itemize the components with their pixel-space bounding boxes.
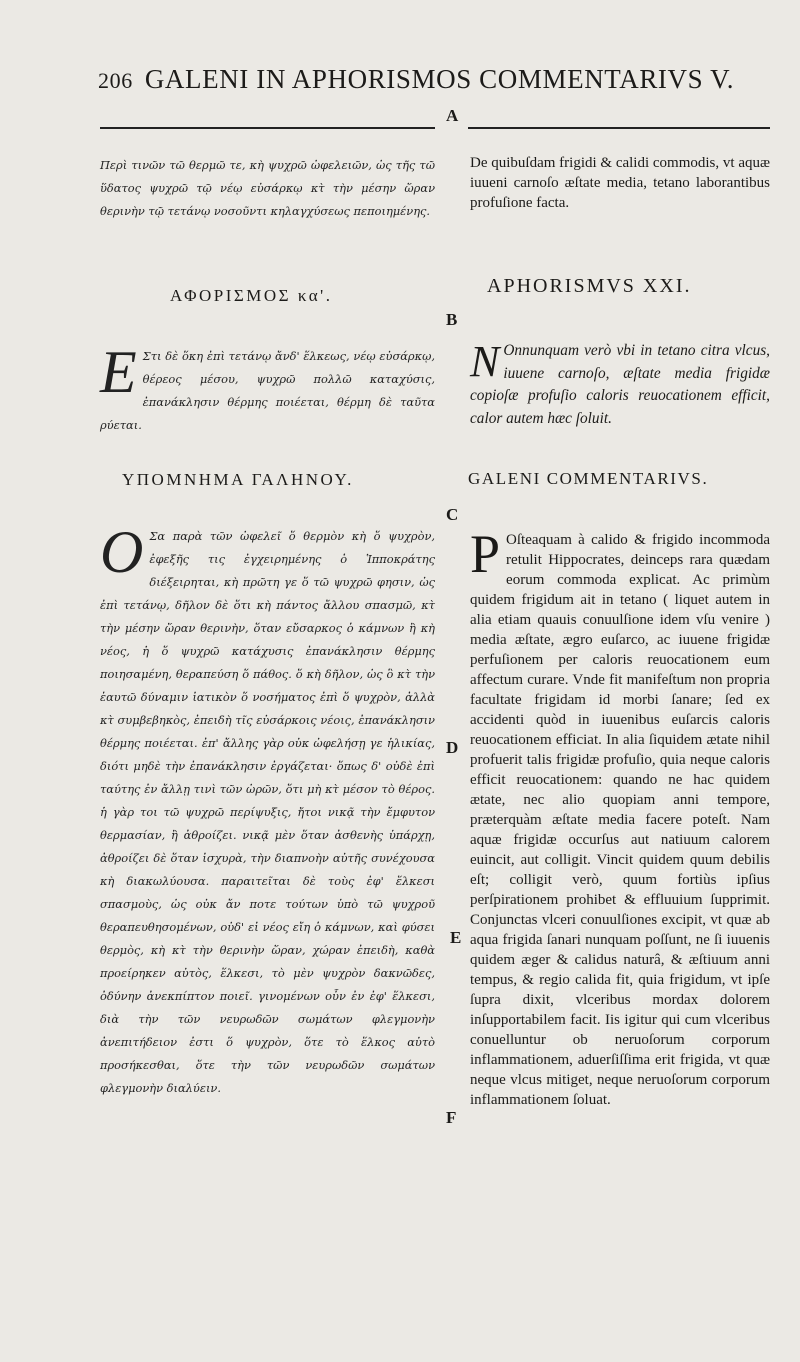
commentary-greek-text: Σα παρὰ τῶν ὠφελεῖ ὅ θερμὸν κὴ ὅ ψυχρὸν, ἐφεξῆς τις ἐγχειρημένης ὁ Ἱπποκράτης διέξειρηται, κὴ πρῶτη γε ὅ τῶ ψυχρῶ φησιν, ὡς ἐπὶ τετάνῳ, δῆλον δὲ ὅτι κὴ πάντος ἄλλου σπασμῶ, κτ̀ τὴν μέσην ὥραν θερινὴν, ὅταν εὔσαρκος ὁ κάμνων ἢ κὴ νέος, ἡ ὅ ψυχρῶ κατάχυσις ἐπανάκλησιν θέρμης ποιησαμένη, θεραπεύση ὅ πάθος. ὅ κὴ δῆλον, ὡς ὃ κτ̀ τὴν ἑαυτῶ δύναμιν ἰατικὸν ὅ νοσήματος ἐπὶ ὅ ψυχρὸν, ἀλλὰ κτ̀ συμβεβηκὸς, ἐπειδὴ τῖς εὐσάρκοις νέοις, ἐπανάκλησιν θέρμης ποιέεται. ἐπ' ἄλλης γὰρ οὐκ ὠφελήσῃ γε ἡλικίας, διότι μηδὲ τὴν ἐπανάκλησιν ἐργάζεται· ὅπως δ' οὐδὲ ἐπὶ ταύτης ἐν ἄλλῃ τινὶ τῶν ὡρῶν, ὅτι μὴ κτ̀ μέσον τὸ θέρος. ἡ γὰρ τοι τῶ ψυχρῶ περίψυξις, ἤτοι νικᾷ τὴν ἔμφυτον θερμασίαν, ἢ ἀθροίζει. νικᾷ μὲν ὅταν ἀσθενὴς ὑπάρχῃ, ἀθροίζει δὲ ὅταν ἰσχυρὰ, τὴν διαπνοὴν αὐτῆς συνέχουσα κὴ διακωλύουσα. παραιτεῖται δὲ τοὺς ἐφ' ἕλκεσι σπασμοὺς, ὡς οὐκ ἄν ποτε τούτων ὑπὸ τῶ ψυχροῦ θεραπευθησομένων, οὐδ' εἰ νέος εἴη ὁ κάμνων, καὶ φύσει θερμὸς, κὴ κτ̀ τὴν θερινὴν ὥραν, χώραν ἐπειδὴ, καθὰ προείρηκεν αὐτὸς, ἕλκεσι, τὸ μὲν ψυχρὸν δακνῶδες, ὀδύνην ἀνεκπίπτον ποιεῖ. γινομένων οὖν ἐν ἐφ' ἕλκεσι, διὰ τὴν τῶν νευρωδῶν σωμάτων φλεγμονὴν ἀνεπιτήδειον ἐστι ὅ ψυχρὸν, ὅτε τὸ ἕλκος αὐτὸ προσήκεσθαι, ὅτε τὴν τῶν νευρωδῶν σωμάτων φλεγμονὴν διαλύειν. <box>100 529 435 1095</box>
aphorism-latin-text: Onnunquam verò vbi in tetano citra vlcus, iuuene carnoſo, æſtate media frigidæ copioſæ profuſio caloris reuocationem efficit, calor autem hæc ſoluit. <box>470 342 770 427</box>
running-header <box>98 64 738 95</box>
margin-marker-b: B <box>446 310 458 329</box>
commentary-latin <box>470 524 770 1108</box>
margin-marker-f: F <box>446 1108 457 1127</box>
commentary-heading-greek: ΥΠΟΜΝΗΜΑ ΓΑΛΗΝΟΥ. <box>122 470 354 489</box>
margin-marker-d: D <box>446 738 459 757</box>
aphorism-latin-initial: N <box>470 337 500 386</box>
margin-marker-c: C <box>446 505 459 524</box>
column-rule-right <box>468 127 770 129</box>
page-number: 206 <box>98 68 133 93</box>
column-rule-left <box>100 127 435 129</box>
commentary-latin-text: Oſteaquam à calido & frigido incommoda retulit Hippocrates, deinceps rara quædam eorum commoda explicat. Ac primùm quidem frigidum ait in tetano ( liquet autem in alia etiam quauis conuulſione idem vſu venire ) media æſtate, ægro euſarco, ac iuuene frigidæ perfuſionem per caloris reuocationem eum affectum curare. Vnde fit manifeſtum non propria facultate frigidam id morbi ſanare; ſed ex accidenti quòd in iuuenibus euſarcis caloris reuocationem efficiat. In alia ſiquidem ætate nihil profuerit talis frigidæ profuſio, quia neque caloris efficit reuocationem: quando ne hac quidem ætate, nec alio quopiam anni tempore, præterquàm æſtate media facere poteſt. Nam aquæ frigidæ occurſus aut natiuum calorem euincit, aut colligit. Vincit quidem quum debilis eſt; colligit verò, quum fortiùs ipſius perſpirationem prohibet & effluuium ſupprimit. Conjunctas vlceri conuulſiones excipit, vt quæ ab aqua frigida ſanari nunquam poſſunt, ne ſi iuuenis quidem æger & calidus naturâ, & æſtiuum anni tempus, & regio calida fit, quia frigidum, vt ipſe ſupra dixit, vlceribus mordax dolorem inſupportabilem facit. Iis igitur qui cum vlceribus conuelluntur ob neruoſorum corporum inflammationem, aduerſiſſima erit frigida, vt quæ neque vlcus mitiget, neque neruoſorum corporum inflammationem ſoluat. <box>470 532 770 1108</box>
summary-latin: De quibuſdam frigidi & calidi commodis, vt aquæ iuueni carnoſo æſtate media, tetano laborantibus profuſione facta. <box>470 155 770 211</box>
commentary-latin-initial: P <box>470 524 501 584</box>
margin-marker-a: A <box>446 106 459 125</box>
aphorism-greek-initial: Ε <box>100 339 137 405</box>
commentary-heading-latin: GALENI COMMENTARIVS. <box>468 469 709 488</box>
summary-greek: Περὶ τινῶν τῶ θερμῶ τε, κὴ ψυχρῶ ὠφελειῶν, ὡς τῆς τῶ ὕδατος ψυχρῶ τῷ νέῳ εὐσάρκῳ κτ̀ τὴν μέσην ὥραν θερινὴν τῷ τετάνῳ νοσοῦντι κηλαγχύσεως πεποιημένης. <box>100 158 435 218</box>
aphorism-greek-text: Στι δὲ ὅκη ἐπὶ τετάνῳ ἄνδ' ἕλκεως, νέῳ εὐσάρκῳ, θέρεος μέσου, ψυχρῶ πολλῶ καταχύσις, ἐπανάκλησιν θέρμης ποιέεται, θέρμη δὲ ταῦτα ρύεται. <box>100 349 435 432</box>
commentary-greek <box>100 519 435 1095</box>
aphorism-heading-latin: APHORISMVS XXI. <box>487 275 692 297</box>
running-title: GALENI IN APHORISMOS COMMENTARIVS V. <box>144 64 735 94</box>
aphorism-heading-greek: ΑΦΟΡΙΣΜΟΣ κα'. <box>170 286 333 305</box>
aphorism-latin <box>470 337 770 435</box>
margin-marker-e: E <box>450 928 462 947</box>
commentary-greek-initial: Ο <box>100 519 144 585</box>
aphorism-greek <box>100 339 435 437</box>
